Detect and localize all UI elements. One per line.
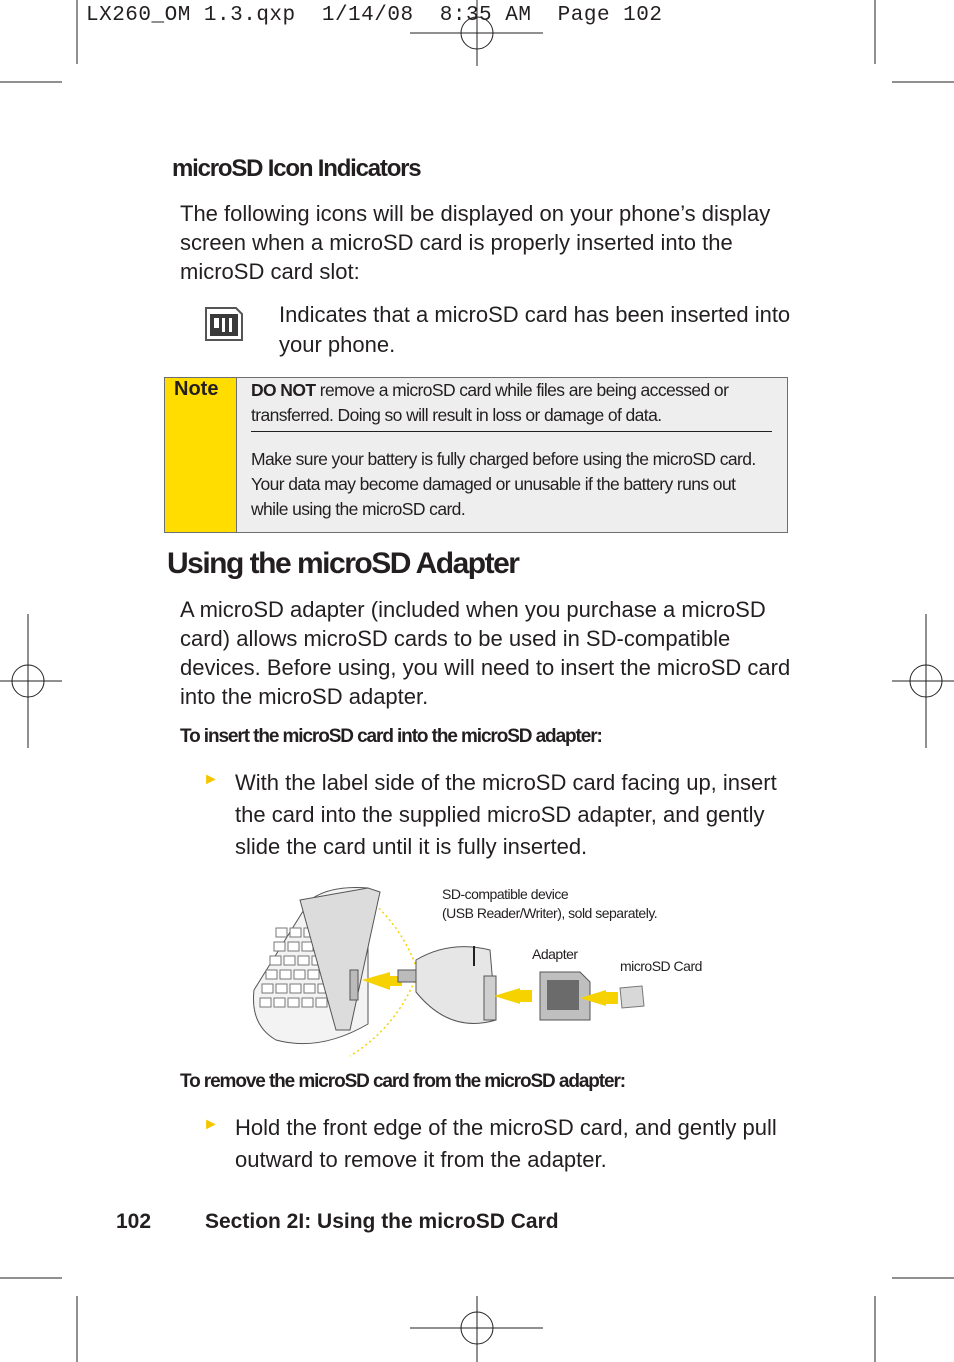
note-divider bbox=[251, 431, 772, 432]
adapter-figure bbox=[250, 880, 720, 1060]
icon-section-intro: The following icons will be displayed on your phone’s display screen when a microSD card is properly inserted into the microSD card slot: bbox=[180, 201, 771, 284]
remove-step: Hold the front edge of the microSD card, and gently pull outward to remove it from the adapter. bbox=[235, 1115, 777, 1172]
bullet-arrow-icon: ► bbox=[203, 771, 219, 788]
bullet-arrow-icon: ► bbox=[203, 1116, 219, 1133]
microsd-card-icon bbox=[204, 306, 244, 347]
device-label-line2: (USB Reader/Writer), sold separately. bbox=[442, 905, 658, 921]
page-number: 102 bbox=[116, 1210, 152, 1233]
insert-heading: To insert the microSD card into the microSD adapter: bbox=[180, 726, 602, 747]
adapter-label: Adapter bbox=[532, 946, 578, 962]
icon-section-heading: microSD Icon Indicators bbox=[172, 155, 421, 182]
microsd-card-label: microSD Card bbox=[620, 958, 702, 974]
device-label-line1: SD-compatible device bbox=[442, 886, 569, 902]
section-title: Section 2I: Using the microSD Card bbox=[205, 1210, 559, 1233]
note-warning bbox=[251, 378, 771, 428]
note-battery: Make sure your battery is fully charged before using the microSD card. Your data may become damaged or unusable if the battery runs out while using the microSD card. bbox=[251, 449, 756, 519]
insert-step: With the label side of the microSD card facing up, insert the card into the supplied microSD adapter, and gently slide the card until it is fully inserted. bbox=[235, 770, 777, 859]
note-warning-text: remove a microSD card while files are being accessed or transferred. Doing so will result in loss or damage of data. bbox=[251, 380, 729, 425]
note-warning-emphasis: DO NOT bbox=[251, 380, 316, 400]
adapter-section-intro: A microSD adapter (included when you purchase a microSD card) allows microSD cards to be used in SD-compatible devices. Before using, you will need to insert the microSD card into the microSD adapter. bbox=[180, 597, 791, 709]
icon-description: Indicates that a microSD card has been inserted into your phone. bbox=[279, 302, 791, 357]
note-label: Note bbox=[174, 378, 219, 400]
note-box bbox=[164, 377, 788, 533]
print-slug: LX260_OM 1.3.qxp 1/14/08 8:35 AM Page 102 bbox=[86, 4, 663, 27]
note-label-panel bbox=[165, 378, 237, 532]
adapter-section-heading: Using the microSD Adapter bbox=[167, 547, 519, 580]
remove-heading: To remove the microSD card from the microSD adapter: bbox=[180, 1071, 626, 1092]
